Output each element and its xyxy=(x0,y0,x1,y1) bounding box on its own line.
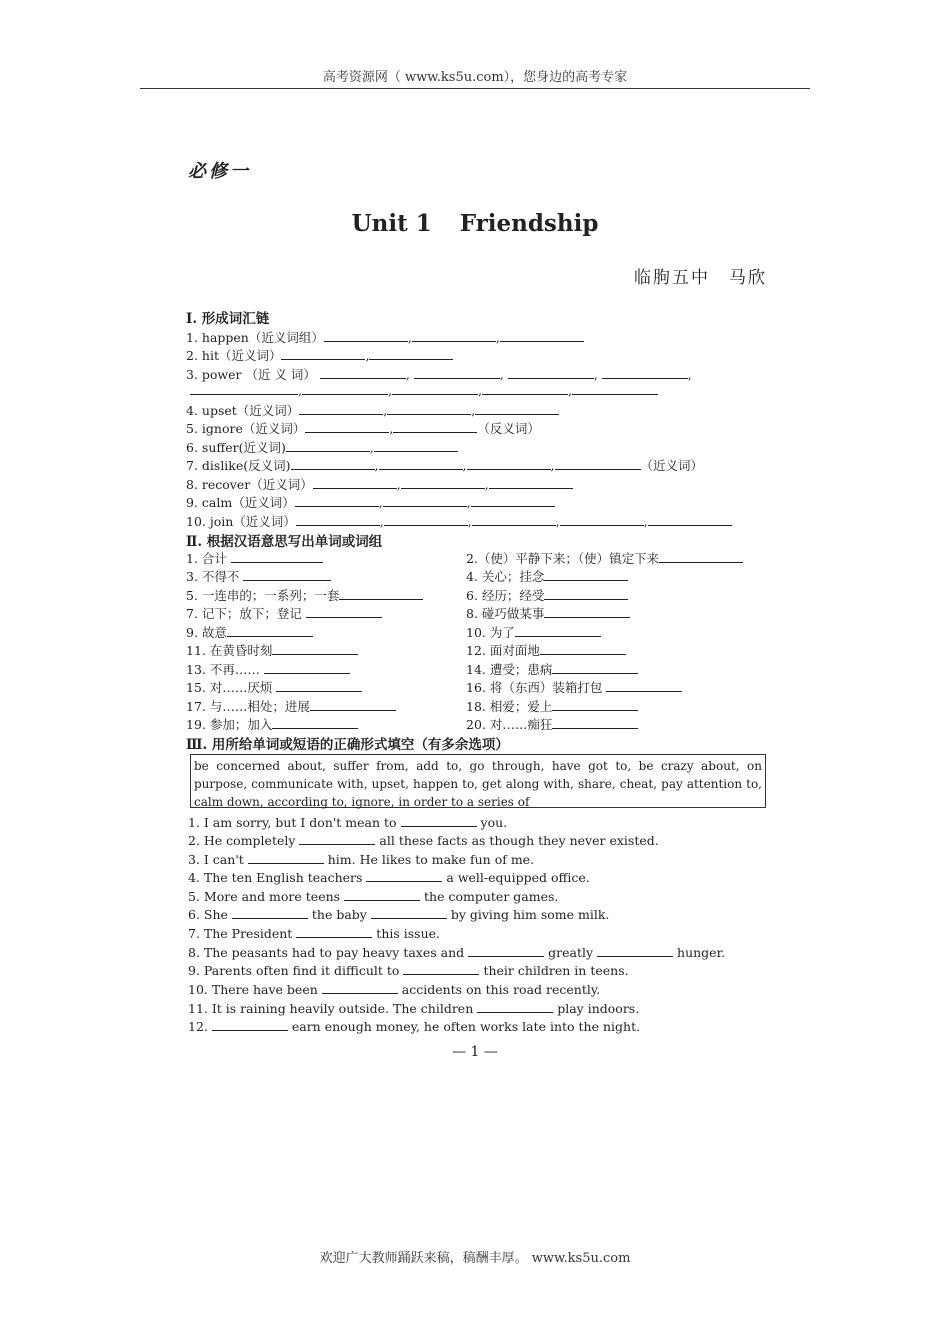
s2-item: 12. 面对面地 xyxy=(466,641,626,659)
s1-item-1: 1. happen（近义词组） , , xyxy=(186,328,584,346)
page-title xyxy=(0,210,950,237)
s2-item: 11. 在黄昏时刻 xyxy=(186,641,358,659)
s1-item-6: 6. suffer(近义词) , xyxy=(186,438,458,456)
s2-item: 7. 记下；放下；登记 xyxy=(186,604,382,622)
book-label: 必修一 xyxy=(188,161,251,182)
s1-item-4: 4. upset（近义词） , , xyxy=(186,401,559,419)
s3-sentence-7: 7. The President this issue. xyxy=(188,926,441,941)
section1-heading: Ⅰ. 形成词汇链 xyxy=(186,311,270,327)
page-number: — 1 — xyxy=(452,1044,498,1060)
s2-item: 1. 合计 xyxy=(186,549,323,567)
s3-sentence-4: 4. The ten English teachers a well-equipped office. xyxy=(188,870,590,885)
s3-sentence-5: 5. More and more teens the computer games. xyxy=(188,889,559,904)
s3-sentence-10: 10. There have been accidents on this road recently. xyxy=(188,982,601,997)
s1-item-5: 5. ignore（近义词） , （反义词） xyxy=(186,421,540,436)
s2-item: 18. 相爱；爱上 xyxy=(466,697,638,715)
s3-sentence-9: 9. Parents often find it difficult to their children in teens. xyxy=(188,963,629,978)
s1-item-2: 2. hit（近义词） , xyxy=(186,346,453,364)
s3-sentence-3: 3. I can't him. He likes to make fun of me. xyxy=(188,852,535,867)
s2-item: 17. 与……相处；进展 xyxy=(186,697,396,715)
s2-item: 5. 一连串的；一系列；一套 xyxy=(186,586,423,604)
s3-sentence-12: 12. earn enough money, he often works late into the night. xyxy=(188,1019,641,1034)
s1-item-3-cont: , , , , xyxy=(190,383,658,398)
s1-item-3: 3. power （近 义 词） , , , , xyxy=(186,367,692,382)
s2-item: 19. 参加；加入 xyxy=(186,715,358,733)
unit-number: Unit 1 xyxy=(351,210,432,237)
s3-sentence-6: 6. She the baby by giving him some milk. xyxy=(188,907,610,922)
s2-item: 4. 关心；挂念 xyxy=(466,567,628,585)
s1-item-10: 10. join（近义词） , , , , xyxy=(186,512,732,530)
s2-item: 15. 对……厌烦 xyxy=(186,678,362,696)
s2-item: 8. 碰巧做某事 xyxy=(466,604,630,622)
s1-item-9: 9. calm（近义词） , , xyxy=(186,493,555,511)
s3-sentence-2: 2. He completely all these facts as though they never existed. xyxy=(188,833,659,848)
section2-heading: Ⅱ. 根据汉语意思写出单词或词组 xyxy=(186,534,383,550)
s2-item: 13. 不再…… xyxy=(186,660,350,678)
s1-item-7: 7. dislike(反义词) , , , （近义词） xyxy=(186,458,704,473)
s2-item: 9. 故意 xyxy=(186,623,313,641)
s2-item: 20. 对……痴狂 xyxy=(466,715,638,733)
s2-item: 10. 为了 xyxy=(466,623,601,641)
s3-sentence-8: 8. The peasants had to pay heavy taxes and greatly hunger. xyxy=(188,945,726,960)
word-bank-box: be concerned about, suffer from, add to, go through, have got to, be crazy about, on purpose, communicate with, upset, happen to, get along with, share, cheat, pay attention to, calm down, according to, ignore, in order to a series of xyxy=(190,754,766,808)
s2-item: 6. 经历；经受 xyxy=(466,586,628,604)
s2-item: 14. 遭受；患病 xyxy=(466,660,638,678)
header-rule xyxy=(140,88,810,89)
page-footer: 欢迎广大教师踊跃来稿，稿酬丰厚。 www.ks5u.com xyxy=(319,1251,631,1266)
s2-item: 3. 不得不 xyxy=(186,567,331,585)
unit-topic: Friendship xyxy=(459,210,599,237)
s3-sentence-11: 11. It is raining heavily outside. The children play indoors. xyxy=(188,1001,640,1016)
section3-heading: Ⅲ. 用所给单词或短语的正确形式填空（有多余选项） xyxy=(186,737,509,753)
page-header: 高考资源网（ www.ks5u.com），您身边的高考专家 xyxy=(322,70,628,85)
s3-sentence-1: 1. I am sorry, but I don't mean to you. xyxy=(188,815,508,830)
s1-item-8: 8. recover（近义词） , , xyxy=(186,475,573,493)
s2-item: 16. 将（东西）装箱打包 xyxy=(466,678,682,696)
s2-item: 2.（使）平静下来；（使）镇定下来 xyxy=(466,549,743,567)
author: 临朐五中 马欣 xyxy=(634,268,767,288)
